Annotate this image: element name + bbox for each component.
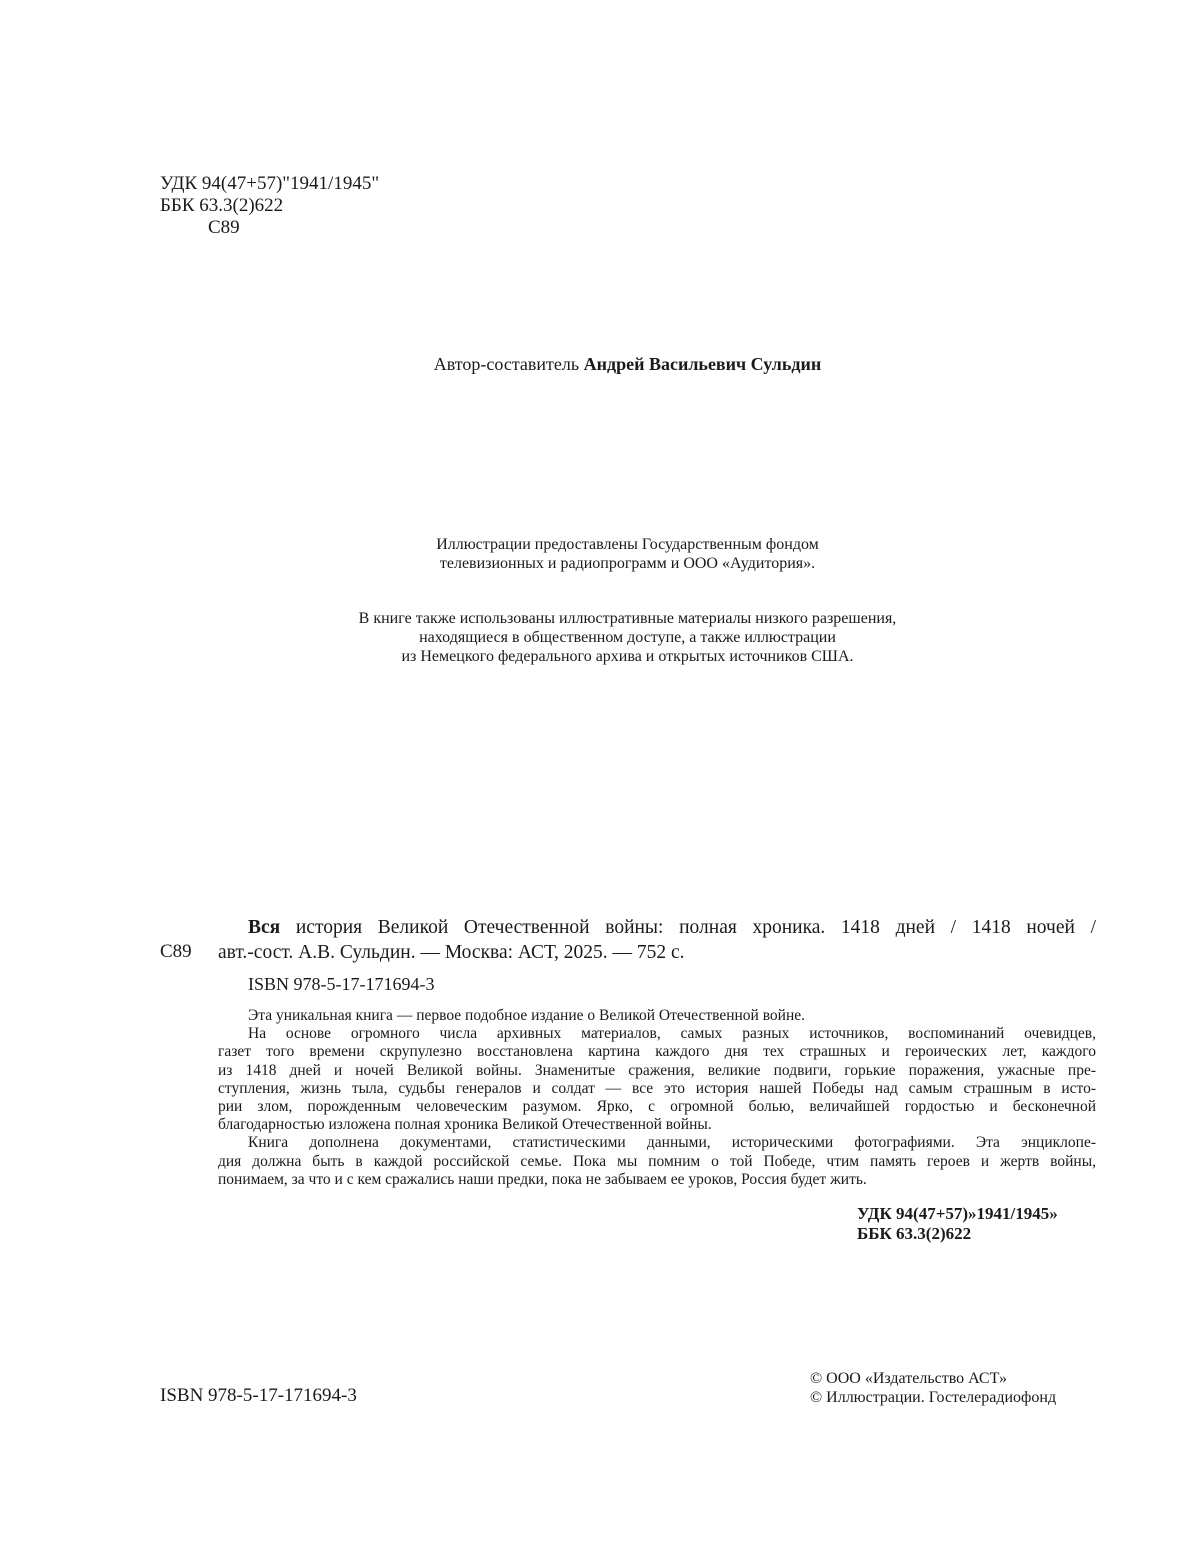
bibliography-line-1 [218,915,1096,940]
annotation-line: понимаем, за что и с кем сражались наши предки, пока не забываем ее уроков, Россия будет жить. [218,1170,867,1188]
bbk-code: ББК 63.3(2)622 [160,195,284,216]
annotation-line: рии злом, порожденным человеческим разумом. Ярко, с огромной болью, величайшей гордостью и бесконечной [218,1098,1096,1116]
author-name: Андрей Васильевич Сульдин [583,354,822,374]
classification-block [160,173,379,239]
annotation-line: из 1418 дней и ночей Великой войны. Знаменитые сражения, великие подвиги, горькие поражения, ужасные пре- [218,1061,1096,1079]
udk-code: УДК 94(47+57)"1941/1945" [160,173,380,194]
annotation-line: Эта уникальная книга — первое подобное издание о Великой Отечественной войне. [248,1007,806,1024]
annotation-line: газет того времени скрупулезно восстановлена картина каждого дня тех страшных и героических лет, каждого [218,1043,1096,1061]
copyright-block [810,1369,1056,1407]
bibliography-isbn: ISBN 978-5-17-171694-3 [248,974,435,994]
illustrations-note [0,535,1193,573]
author-mark: С89 [208,217,240,238]
materials-note [0,609,1193,666]
illustrations-note-line: Иллюстрации предоставлены Государственным фондом [436,536,819,553]
udk-code-bottom: УДК 94(47+57)»1941/1945» [857,1204,1058,1223]
bibliography-title-rest: история Великой Отечественной войны: полная хроника. 1418 дней / 1418 ночей / [295,917,1096,938]
isbn-bottom: ISBN 978-5-17-171694-3 [160,1385,357,1406]
bibliography-code: С89 [160,941,192,962]
bibliography-title-bold: Вся [248,917,281,938]
author-credit [0,354,1193,375]
bibliography-record [218,915,1096,965]
annotation-line: ступления, жизнь тыла, судьбы генералов и солдат — все это история нашей Победы над самым страшным в исто- [218,1079,1096,1097]
copyright-line: © Иллюстрации. Гостелерадиофонд [810,1389,1057,1406]
illustrations-note-line: телевизионных и радиопрограмм и ООО «Аудитория». [439,555,816,572]
annotation-line: На основе огромного числа архивных материалов, самых разных источников, воспоминаний очевидцев, [248,1025,1096,1043]
author-label: Автор-составитель [433,354,580,374]
annotation [218,1007,1096,1189]
annotation-line: дия должна быть в каждой российской семье. Пока мы помним о той Победе, чтим память героев и жертв войны, [218,1152,1096,1170]
classification-bottom [857,1204,1058,1244]
materials-note-line: находящиеся в общественном доступе, а также иллюстрации [419,629,836,646]
annotation-line: благодарностью изложена полная хроника Великой Отечественной войны. [218,1116,712,1134]
materials-note-line: В книге также использованы иллюстративные материалы низкого разрешения, [358,610,897,627]
materials-note-line: из Немецкого федерального архива и открытых источников США. [401,648,854,665]
bibliography-line-2: авт.-сост. А.В. Сульдин. — Москва: АСТ, 2025. — 752 с. [218,942,685,963]
annotation-line: Книга дополнена документами, статистическими данными, историческими фотографиями. Эта энциклопе- [248,1134,1096,1152]
copyright-line: © ООО «Издательство АСТ» [810,1370,1007,1387]
bbk-code-bottom: ББК 63.3(2)622 [857,1224,972,1243]
